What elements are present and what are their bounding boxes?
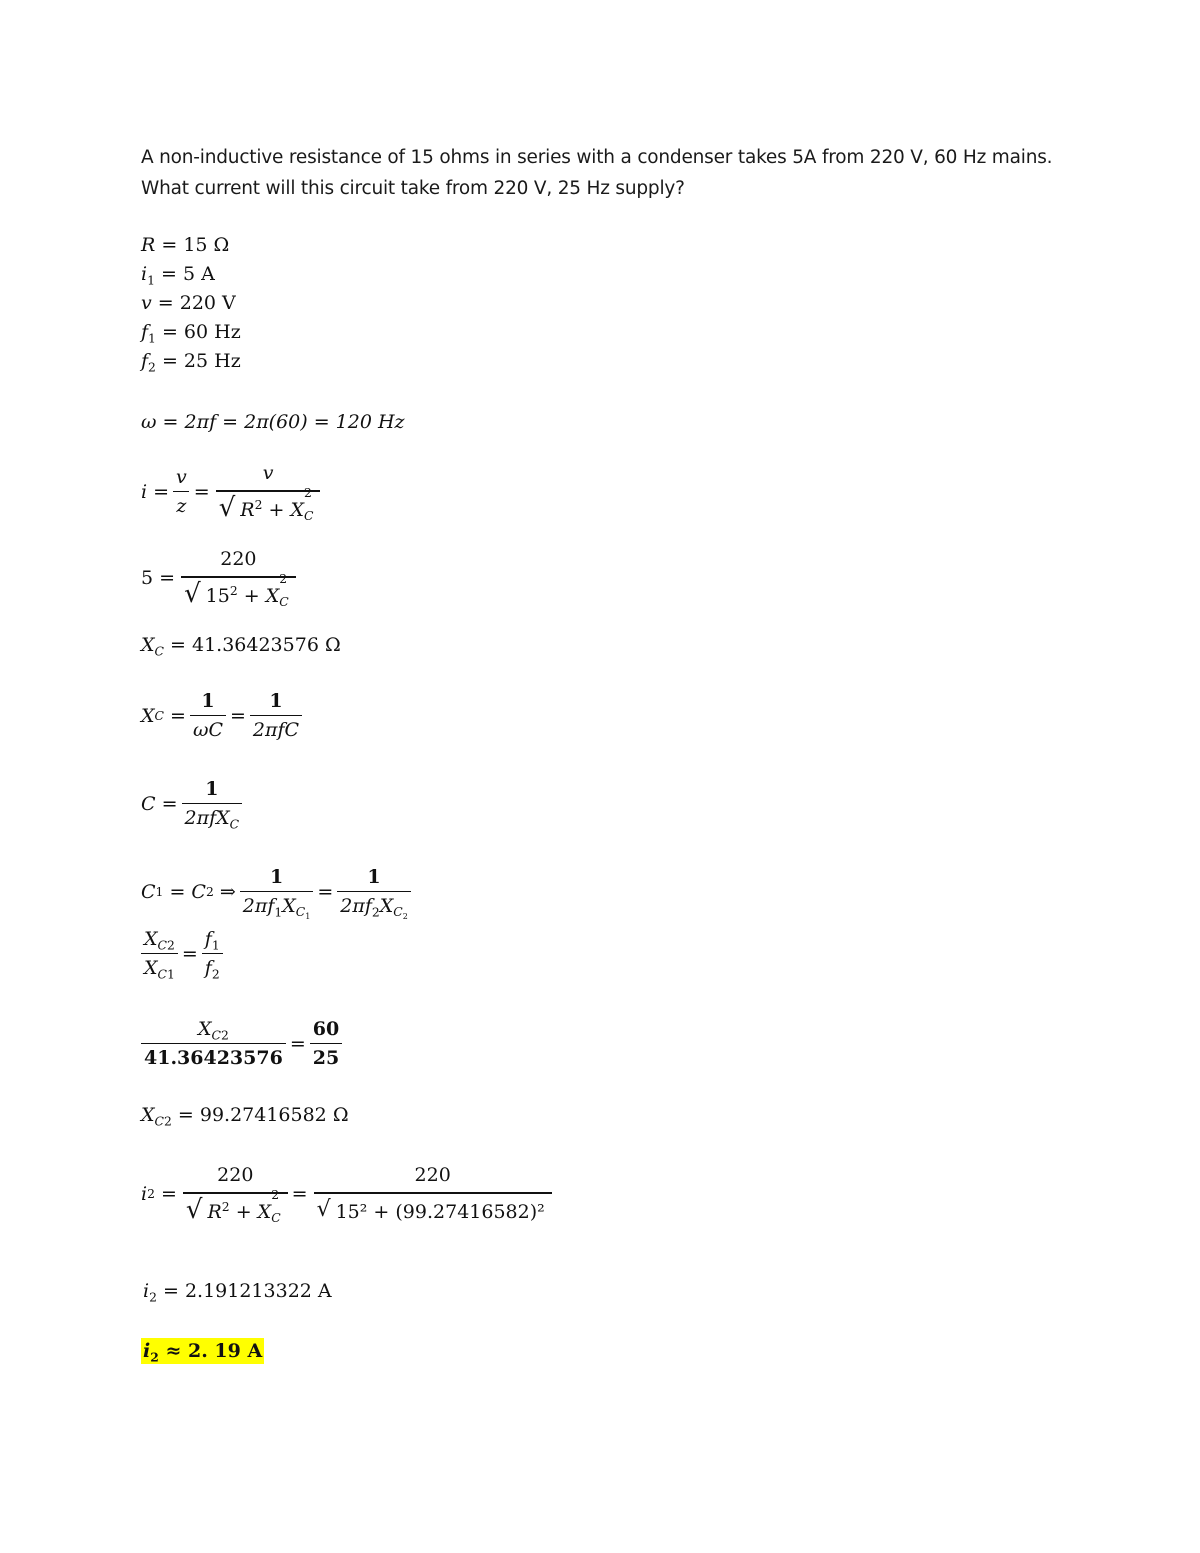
given-f1-value: = 60 Hz bbox=[161, 321, 241, 343]
given-R: R = 15 Ω bbox=[141, 234, 230, 256]
given-f2: $f_2 = 25$ Hz bbox=[141, 350, 241, 375]
problem-statement bbox=[141, 142, 1101, 204]
given-v-value: = 220 V bbox=[157, 292, 236, 314]
i2-result: $i_2 = 2.191213322$ A bbox=[143, 1280, 332, 1305]
substitution-equation: 5 = 220 √ $15^2 + X$ $_{2 C}$ bbox=[141, 548, 300, 607]
ratio-equation: $\frac{X_{C2}}{X_{C1}}$ = $\frac{f_1}{f_2}$ bbox=[141, 928, 227, 979]
given-v: v = 220 V bbox=[141, 292, 236, 314]
given-R-value: = 15 Ω bbox=[161, 234, 230, 256]
final-answer-value: ≈ 2. 19 A bbox=[165, 1340, 263, 1362]
xc2-result: $X_{C2} = 99.27416582$ Ω bbox=[141, 1104, 349, 1129]
xc1-result: $X_C = 41.36423576$ Ω bbox=[141, 634, 341, 659]
xc2-value: = 99.27416582 Ω bbox=[177, 1104, 349, 1126]
equal-capacitance-equation: C 1 = C 2 ⇒ $\frac{1}{2\pi f_1X_{C_1}}$ = $\frac{1}{2\pi f_2X_{C_2}}$ bbox=[141, 866, 415, 917]
i2-radicand: 15² + (99.27416582)² bbox=[335, 1201, 545, 1223]
omega-equation: ω = 2πf = 2π(60) = 120 Hz bbox=[141, 411, 405, 433]
ratio-numerator-60: 60 bbox=[312, 1018, 340, 1040]
xc1-value: = 41.36423576 Ω bbox=[170, 634, 341, 656]
xc1-denominator: 41.36423576 bbox=[141, 1043, 286, 1069]
given-i1-value: = 5 A bbox=[160, 263, 215, 285]
ratio-denominator-25: 25 bbox=[310, 1043, 342, 1069]
i2-value: = 2.191213322 A bbox=[162, 1280, 332, 1302]
problem-line-2: What current will this circuit take from 220 V, 25 Hz supply? bbox=[141, 178, 685, 199]
given-f2-value: = 25 Hz bbox=[161, 350, 241, 372]
capacitance-formula: C = $\frac{1}{2\pi fX_C}$ bbox=[141, 778, 246, 829]
given-i1: $i_1 = 5$ A bbox=[141, 263, 215, 288]
reactance-formula: X C = $\frac{1}{\omega C}$ = $\frac{1}{\text{2πfC}}$ bbox=[141, 690, 306, 741]
given-f1: $f_1 = 60$ Hz bbox=[141, 321, 241, 346]
final-answer: $i_2 \approx 2$. 19 A bbox=[143, 1340, 263, 1365]
ohms-law-equation: i = $\frac{v}{z}$ = v √ $R^2 + X$ $_{2 C}$ bbox=[141, 462, 324, 521]
problem-line-1: A non-inductive resistance of 15 ohms in series with a condenser takes 5A from 220 V, 60 Hz mains. bbox=[141, 147, 1053, 168]
i2-equation: i 2 = 220 √ $R^2 + X$ $_{2 C}$ = 220 √ 15² + (99.27416582)² bbox=[141, 1164, 556, 1223]
numeric-ratio-equation: $\frac{X_{C2}}{41.36423576}$ = $\frac{60}{25}$ bbox=[141, 1018, 346, 1069]
